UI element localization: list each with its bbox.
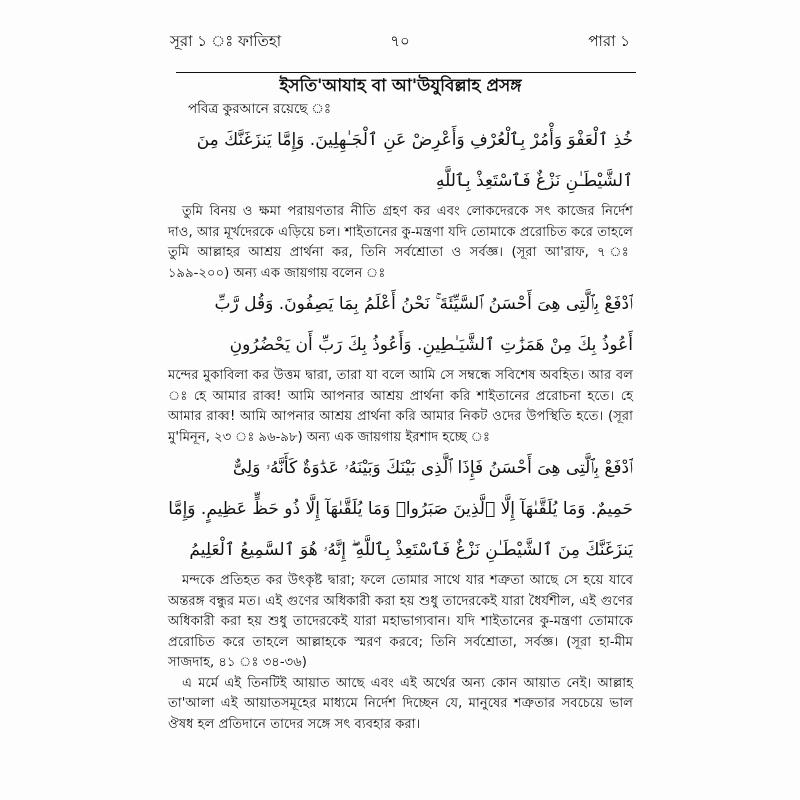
- arabic-line: ٱدْفَعْ بِٱلَّتِى هِىَ أَحْسَنُ فَإِذَا ٱلَّذِى بَيْنَكَ وَبَيْنَهُۥ عَدَٰوَةٌ كَأَنَّهُۥ وَلِىٌّ: [232, 458, 633, 478]
- arabic-verse-1: [168, 120, 633, 202]
- para-label: পারা ১: [588, 32, 630, 50]
- intro-text: পবিত্র কুরআনে রয়েছে ঃ: [188, 101, 332, 117]
- translation-paragraph-3: মন্দকে প্রতিহত কর উৎকৃষ্ট দ্বারা; ফলে তোমার সাথে যার শত্রুতা আছে সে হয়ে যাবে অন্তরঙ্গ বন্ধুর মত। এই গুণের অধিকারী করা হয় শুধু তাদেরকেই যারা ধৈর্যশীল, এই গুণের অধিকারী করা হয় শুধু তাদেরকেই যারা মহাভাগ্যবান। যদি শাইতানের কু-মন্ত্রণা তোমাকে প্ররোচিত করে তাহলে আল্লাহকে স্মরণ করবে; তিনি সর্বশ্রোতা, সর্বজ্ঞ। (সূরা হা-মীম সাজদাহ, ৪১ ঃ ৩৪-৩৬): [168, 573, 633, 670]
- arabic-line: حَمِيمٌ. وَمَا يُلَقَّىٰهَآ إِلَّا ٱلَّذِينَ صَبَرُوا۟ وَمَا يُلَقَّىٰهَآ إِلَّا ذُو حَظٍّ عَظِيمٍ. وَإِمَّا: [168, 499, 633, 519]
- arabic-line: يَنزَغَنَّكَ مِنَ ٱلشَّيْطَـٰنِ نَزْغٌ فَٱسْتَعِذْ بِٱللَّهِ ۖ إِنَّهُۥ هُوَ ٱلسَّمِيعُ ٱلْعَلِيمُ: [189, 540, 633, 560]
- translation-paragraph-1: তুমি বিনয় ও ক্ষমা পরায়ণতার নীতি গ্রহণ কর এবং লোকদেরকে সৎ কাজের নির্দেশ দাও, আর মূর্খদেরকে এড়িয়ে চল। শাইতানের কু-মন্ত্রণা যদি তোমাকে প্ররোচিত করে তাহলে তুমি আল্লাহর আশ্রয় প্রার্থনা কর, তিনি সর্বশ্রোতা ও সর্বজ্ঞ। (সূরা আ'রাফ, ৭ ঃ ১৯৯-২০০) অন্য এক জায়গায় বলেন ঃ: [168, 204, 633, 281]
- page-header: [170, 30, 630, 54]
- page-body: [168, 74, 633, 735]
- arabic-verse-2: [168, 284, 633, 366]
- header-rule: [176, 72, 636, 73]
- surah-label: সূরা ১ ঃ ফাতিহা: [170, 32, 282, 50]
- arabic-verse-3: [168, 448, 633, 571]
- arabic-line: ٱلشَّيْطَـٰنِ نَزْغٌ فَٱسْتَعِذْ بِٱللَّهِ: [436, 171, 633, 191]
- commentary-paragraph: এ মর্মে এই তিনটিই আয়াত আছে এবং এই অর্থের অন্য কোন আয়াত নেই। আল্লাহ তা'আলা এই আয়াতসমূহের মাধ্যমে নির্দেশ দিচ্ছেন যে, মানুষের শত্রুতার সবচেয়ে ভাল ঔষধ হল প্রতিদানে তাদের সঙ্গে সৎ ব্যবহার করা।: [168, 675, 633, 732]
- arabic-line: أَعُوذُ بِكَ مِنْ هَمَزَٰتِ ٱلشَّيَـٰطِينِ. وَأَعُوذُ بِكَ رَبِّ أَن يَحْضُرُونِ: [229, 335, 633, 355]
- arabic-line: ٱدْفَعْ بِٱلَّتِى هِىَ أَحْسَنُ ٱلسَّيِّئَةَ ۚ نَحْنُ أَعْلَمُ بِمَا يَصِفُونَ. وَقُل رَّبِّ: [214, 294, 633, 314]
- arabic-line: خُذِ ٱلْعَفْوَ وَأْمُرْ بِٱلْعُرْفِ وَأَعْرِضْ عَنِ ٱلْجَـٰهِلِينَ. وَإِمَّا يَنزَغَنَّكَ مِنَ: [196, 130, 633, 150]
- section-title: ইসতি'আযাহ বা আ'উযুবিল্লাহ প্রসঙ্গ: [279, 76, 522, 96]
- translation-paragraph-2: মন্দের মুকাবিলা কর উত্তম দ্বারা, তারা যা বলে আমি সে সম্বন্ধে সবিশেষ অবহিত। আর বল ঃ হে আমার রাব্ব! আমি আপনার আশ্রয় প্রার্থনা করি শাইতানের প্ররোচনা হতে। হে আমার রাব্ব! আমি আপনার আশ্রয় প্রার্থনা করি আমার নিকট ওদের উপস্থিতি হতে। (সূরা মু'মিনূন, ২৩ ঃ ৯৬-৯৮) অন্য এক জায়গায় ইরশাদ হচ্ছে ঃ: [168, 368, 633, 445]
- page-number: ৭০: [390, 32, 410, 50]
